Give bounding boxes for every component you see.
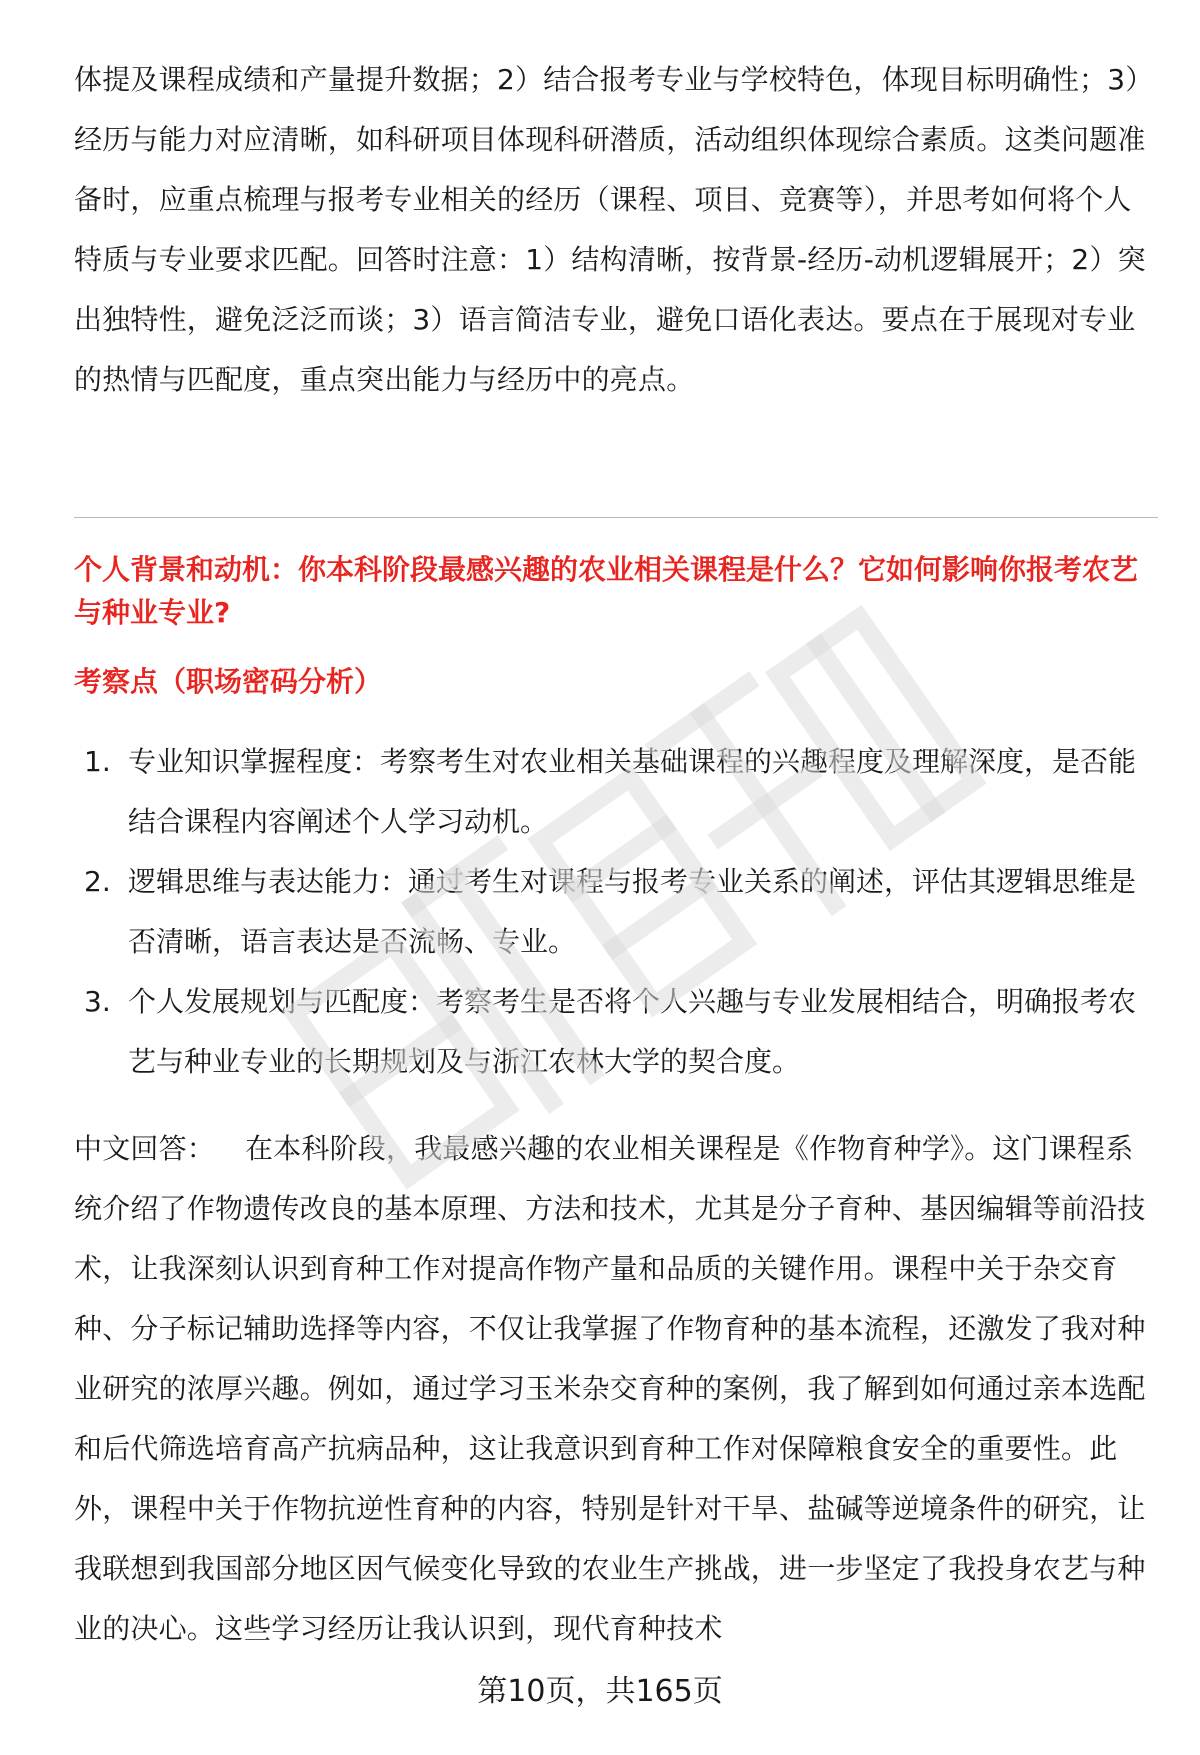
list-item-number: 1.: [84, 745, 111, 778]
list-item: [74, 852, 1158, 972]
list-item-number: 3.: [84, 985, 111, 1018]
list-item: [74, 972, 1158, 1092]
answer-text: 在本科阶段，我最感兴趣的农业相关课程是《作物育种学》。这门课程系统介绍了作物遗传改良的基本原理、方法和技术，尤其是分子育种、基因编辑等前沿技术，让我深刻认识到育种工作对提高作物产量和品质的关键作用。课程中关于杂交育种、分子标记辅助选择等内容，不仅让我掌握了作物育种的基本流程，还激发了我对种业研究的浓厚兴趣。例如，通过学习玉米杂交育种的案例，我了解到如何通过亲本选配和后代筛选培育高产抗病品种，这让我意识到育种工作对保障粮食安全的重要性。此外，课程中关于作物抗逆性育种的内容，特别是针对干旱、盐碱等逆境条件的研究，让我联想到我国部分地区因气候变化导致的农业生产挑战，进一步坚定了我投身农艺与种业的决心。这些学习经历让我认识到，现代育种技术: [74, 1132, 1146, 1645]
list-item: [74, 732, 1158, 852]
assessment-points-heading: 考察点（职场密码分析）: [74, 665, 383, 698]
answer-label: 中文回答：: [74, 1132, 216, 1165]
list-item-number: 2.: [84, 865, 111, 898]
assessment-points-list: [74, 732, 1158, 1092]
page-footer: 第10页，共165页: [477, 1674, 723, 1709]
answer-paragraph: [74, 1119, 1158, 1659]
intro-paragraph: 体提及课程成绩和产量提升数据；2）结合报考专业与学校特色，体现目标明确性；3）经历与能力对应清晰，如科研项目体现科研潜质，活动组织体现综合素质。这类问题准备时，应重点梳理与报考专业相关的经历（课程、项目、竞赛等），并思考如何将个人特质与专业要求匹配。回答时注意：1）结构清晰，按背景-经历-动机逻辑展开；2）突出独特性，避免泛泛而谈；3）语言简洁专业，避免口语化表达。要点在于展现对专业的热情与匹配度，重点突出能力与经历中的亮点。: [74, 63, 1154, 396]
list-item-text: 逻辑思维与表达能力：通过考生对课程与报考专业关系的阐述，评估其逻辑思维是否清晰，语言表达是否流畅、专业。: [128, 865, 1137, 958]
question-heading: 个人背景和动机：你本科阶段最感兴趣的农业相关课程是什么？它如何影响你报考农艺与种业专业?: [74, 553, 1139, 629]
section-divider: [74, 517, 1158, 518]
list-item-text: 专业知识掌握程度：考察考生对农业相关基础课程的兴趣程度及理解深度，是否能结合课程内容阐述个人学习动机。: [128, 745, 1137, 838]
list-item-text: 个人发展规划与匹配度：考察考生是否将个人兴趣与专业发展相结合，明确报考农艺与种业专业的长期规划及与浙江农林大学的契合度。: [128, 985, 1137, 1078]
document-page: [74, 0, 1158, 1755]
